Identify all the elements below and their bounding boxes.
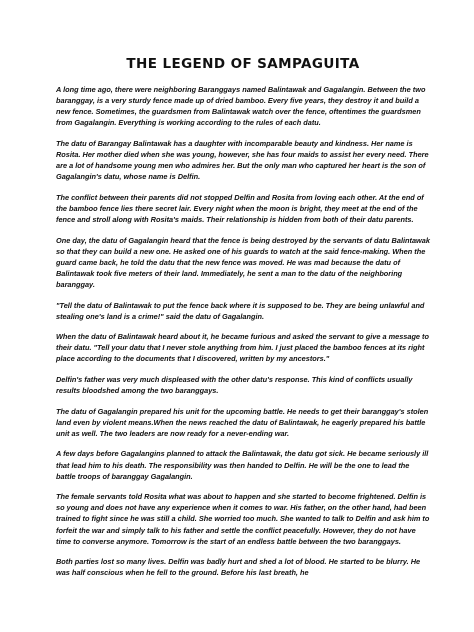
document-body bbox=[56, 84, 430, 578]
paragraph: A few days before Gagalangins planned to attack the Balintawak, the datu got sick. He became seriously ill that lead him to his death. The responsibility was then handed to Delfin. He will be the one to lead the battle troops of baranggay Gagalangin. bbox=[56, 449, 429, 481]
paragraph: The female servants told Rosita what was about to happen and she started to become frightened. Delfin is so young and does not have any experience when it comes to war. His father, on the other hand, had been trained to fight since he was still a child. She worried too much. She wanted to talk to Delfin and ask him to forfeit the war and simply talk to his father and settle the conflict peacefully. However, they do not have time to converse anymore. Tomorrow is the start of an endless battle between the two baranggays. bbox=[56, 492, 430, 546]
paragraph: One day, the datu of Gagalangin heard that the fence is being destroyed by the servants of datu Balintawak so that they can build a new one. He asked one of his guards to watch at the said fence-making. When the guard came back, he told the datu that the new fence was moved. He was mad because the datu of Balintawak took five meters of their land. Immediately, he sent a man to the datu of the neighboring baranggay. bbox=[56, 235, 430, 289]
paragraph: The conflict between their parents did not stopped Delfin and Rosita from loving each other. At the end of the bamboo fence lies there secret lair. Every night when the moon is bright, they meet at the end of the fence and stroll along with Rosita's maids. Their relationship is hidden from both of their datu parents. bbox=[56, 192, 424, 224]
paragraph: "Tell the datu of Balintawak to put the fence back where it is supposed to be. They are being unlawful and stealing one's land is a crime!" said the datu of Gagalangin. bbox=[56, 300, 425, 321]
paragraph: When the datu of Balintawak heard about it, he became furious and asked the servant to give a message to their datu. "Tell your datu that I never stole anything from him. I just placed the bamboo fences at its right place according to the documents that I discovered, written by my ancestors." bbox=[56, 332, 429, 364]
paragraph: The datu of Gagalangin prepared his unit for the upcoming battle. He needs to get their baranggay's stolen land even by violent means.When the news reached the datu of Balintawak, he eagerly prepared his battle unit as well. The two leaders are now ready for a never-ending war. bbox=[56, 406, 429, 438]
paragraph: Delfin's father was very much displeased with the other datu's response. This kind of conflicts usually results bloodshed among the two baranggays. bbox=[56, 374, 413, 396]
document-title: THE LEGEND OF SAMPAGUITA bbox=[126, 56, 360, 72]
paragraph: Both parties lost so many lives. Delfin was badly hurt and shed a lot of blood. He started to be blurry. He was half conscious when he fell to the ground. Before his last breath, he bbox=[56, 557, 421, 578]
paragraph: A long time ago, there were neighboring Baranggays named Balintawak and Gagalangin. Between the two baranggay, is a very sturdy fence made up of dried bamboo. Every five years, they destroy it and build a new fence. Sometimes, the guardsmen from Balintawak watch over the fence, oftentimes the guardsmen from Gagalangin. Everything is working according to the rules of each datu. bbox=[56, 85, 426, 128]
paragraph: The datu of Barangay Balintawak has a daughter with incomparable beauty and kindness. Her name is Rosita. Her mother died when she was young, however, she has four maids to assist her every need. There are a lot of handsome young men who admires her. But the only man who captured her heart is the son of Gagalangin's datu, whose name is Delfin. bbox=[56, 138, 429, 182]
